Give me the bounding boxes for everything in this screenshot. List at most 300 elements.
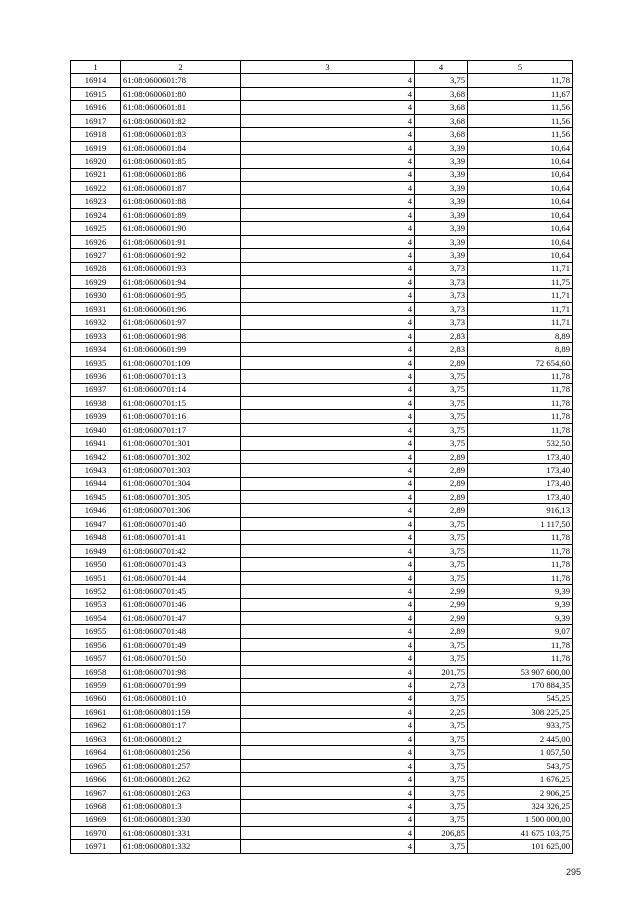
table-cell: 61:08:0600701:15 xyxy=(121,396,241,409)
table-cell: 16965 xyxy=(71,759,121,772)
table-cell: 11,56 xyxy=(468,128,573,141)
table-cell: 16936 xyxy=(71,370,121,383)
table-cell: 543,75 xyxy=(468,759,573,772)
table-cell: 16960 xyxy=(71,692,121,705)
table-cell: 16938 xyxy=(71,396,121,409)
table-cell: 61:08:0600601:82 xyxy=(121,114,241,127)
table-cell: 3,75 xyxy=(415,423,468,436)
table-cell: 16940 xyxy=(71,423,121,436)
table-cell: 16922 xyxy=(71,181,121,194)
table-row xyxy=(71,517,573,530)
table-cell: 16917 xyxy=(71,114,121,127)
table-cell: 3,75 xyxy=(415,746,468,759)
table-cell: 61:08:0600801:331 xyxy=(121,826,241,839)
table-cell: 16949 xyxy=(71,544,121,557)
table-cell: 2,83 xyxy=(415,343,468,356)
table-cell: 61:08:0600601:89 xyxy=(121,208,241,221)
table-cell: 3,75 xyxy=(415,517,468,530)
table-cell: 101 625,00 xyxy=(468,840,573,853)
table-cell: 4 xyxy=(241,249,415,262)
table-cell: 3,75 xyxy=(415,638,468,651)
table-cell: 61:08:0600701:40 xyxy=(121,517,241,530)
table-cell: 4 xyxy=(241,316,415,329)
table-cell: 4 xyxy=(241,262,415,275)
table-cell: 11,78 xyxy=(468,558,573,571)
table-cell: 61:08:0600701:44 xyxy=(121,571,241,584)
table-cell: 4 xyxy=(241,598,415,611)
table-row xyxy=(71,437,573,450)
table-cell: 61:08:0600801:10 xyxy=(121,692,241,705)
table-cell: 3,75 xyxy=(415,759,468,772)
table-cell: 61:08:0600701:305 xyxy=(121,491,241,504)
table-cell: 3,75 xyxy=(415,558,468,571)
table-row xyxy=(71,289,573,302)
table-cell: 2,99 xyxy=(415,598,468,611)
table-cell: 173,40 xyxy=(468,464,573,477)
table-cell: 3,75 xyxy=(415,370,468,383)
table-cell: 11,78 xyxy=(468,652,573,665)
table-cell: 2,25 xyxy=(415,706,468,719)
table-body xyxy=(71,74,573,853)
table-cell: 61:08:0600701:46 xyxy=(121,598,241,611)
table-cell: 173,40 xyxy=(468,477,573,490)
table-cell: 3,68 xyxy=(415,128,468,141)
table-row xyxy=(71,719,573,732)
table-cell: 61:08:0600701:306 xyxy=(121,504,241,517)
table-cell: 4 xyxy=(241,706,415,719)
table-row xyxy=(71,101,573,114)
table-cell: 61:08:0600801:330 xyxy=(121,813,241,826)
table-row xyxy=(71,114,573,127)
table-cell: 308 225,25 xyxy=(468,706,573,719)
table-row xyxy=(71,181,573,194)
table-cell: 3,39 xyxy=(415,208,468,221)
table-row xyxy=(71,638,573,651)
table-cell: 4 xyxy=(241,235,415,248)
table-cell: 3,39 xyxy=(415,235,468,248)
table-cell: 61:08:0600701:99 xyxy=(121,679,241,692)
table-row xyxy=(71,356,573,369)
table-cell: 61:08:0600601:92 xyxy=(121,249,241,262)
table-cell: 16956 xyxy=(71,638,121,651)
table-cell: 4 xyxy=(241,141,415,154)
table-row xyxy=(71,571,573,584)
table-cell: 2,89 xyxy=(415,625,468,638)
table-cell: 4 xyxy=(241,517,415,530)
table-cell: 61:08:0600701:50 xyxy=(121,652,241,665)
table-cell: 61:08:0600601:93 xyxy=(121,262,241,275)
table-cell: 4 xyxy=(241,114,415,127)
table-cell: 16941 xyxy=(71,437,121,450)
table-cell: 11,71 xyxy=(468,302,573,315)
table-cell: 4 xyxy=(241,289,415,302)
table-cell: 11,78 xyxy=(468,410,573,423)
table-cell: 16930 xyxy=(71,289,121,302)
table-cell: 16915 xyxy=(71,87,121,100)
table-row xyxy=(71,87,573,100)
table-cell: 61:08:0600701:98 xyxy=(121,665,241,678)
table-cell: 3,39 xyxy=(415,181,468,194)
table-cell: 3,68 xyxy=(415,101,468,114)
table-cell: 61:08:0600601:91 xyxy=(121,235,241,248)
table-cell: 4 xyxy=(241,437,415,450)
table-cell: 4 xyxy=(241,329,415,342)
table-cell: 4 xyxy=(241,464,415,477)
table-cell: 3,75 xyxy=(415,719,468,732)
column-header: 1 xyxy=(71,61,121,74)
table-cell: 61:08:0600701:49 xyxy=(121,638,241,651)
table-cell: 16937 xyxy=(71,383,121,396)
table-cell: 61:08:0600601:95 xyxy=(121,289,241,302)
column-header: 3 xyxy=(241,61,415,74)
table-cell: 4 xyxy=(241,396,415,409)
data-table xyxy=(70,60,573,854)
table-cell: 61:08:0600701:304 xyxy=(121,477,241,490)
table-cell: 61:08:0600601:85 xyxy=(121,155,241,168)
table-cell: 4 xyxy=(241,625,415,638)
table-cell: 2,89 xyxy=(415,491,468,504)
table-cell: 16943 xyxy=(71,464,121,477)
table-cell: 61:08:0600801:159 xyxy=(121,706,241,719)
column-header: 5 xyxy=(468,61,573,74)
table-cell: 4 xyxy=(241,531,415,544)
table-cell: 16963 xyxy=(71,732,121,745)
table-cell: 3,75 xyxy=(415,383,468,396)
table-row xyxy=(71,450,573,463)
table-cell: 10,64 xyxy=(468,141,573,154)
table-cell: 4 xyxy=(241,491,415,504)
table-cell: 16932 xyxy=(71,316,121,329)
table-cell: 61:08:0600701:109 xyxy=(121,356,241,369)
table-cell: 16916 xyxy=(71,101,121,114)
table-cell: 532,50 xyxy=(468,437,573,450)
table-cell: 61:08:0600801:17 xyxy=(121,719,241,732)
table-cell: 61:08:0600601:96 xyxy=(121,302,241,315)
table-row xyxy=(71,249,573,262)
table-cell: 61:08:0600801:3 xyxy=(121,800,241,813)
table-cell: 4 xyxy=(241,276,415,289)
table-cell: 545,25 xyxy=(468,692,573,705)
table-cell: 3,75 xyxy=(415,571,468,584)
table-cell: 4 xyxy=(241,383,415,396)
table-header-row xyxy=(71,61,573,74)
table-cell: 61:08:0600601:83 xyxy=(121,128,241,141)
table-cell: 61:08:0600701:41 xyxy=(121,531,241,544)
table-cell: 4 xyxy=(241,87,415,100)
table-cell: 61:08:0600801:263 xyxy=(121,786,241,799)
table-cell: 72 654,60 xyxy=(468,356,573,369)
table-cell: 10,64 xyxy=(468,195,573,208)
table-cell: 61:08:0600601:90 xyxy=(121,222,241,235)
table-cell: 3,39 xyxy=(415,222,468,235)
table-row xyxy=(71,195,573,208)
table-cell: 61:08:0600801:262 xyxy=(121,773,241,786)
table-cell: 61:08:0600801:256 xyxy=(121,746,241,759)
table-cell: 16931 xyxy=(71,302,121,315)
table-cell: 2,83 xyxy=(415,329,468,342)
table-cell: 16958 xyxy=(71,665,121,678)
table-cell: 61:08:0600601:88 xyxy=(121,195,241,208)
table-row xyxy=(71,679,573,692)
table-row xyxy=(71,746,573,759)
table-row xyxy=(71,800,573,813)
table-cell: 3,39 xyxy=(415,195,468,208)
table-cell: 4 xyxy=(241,477,415,490)
table-cell: 4 xyxy=(241,450,415,463)
table-cell: 16955 xyxy=(71,625,121,638)
table-cell: 4 xyxy=(241,558,415,571)
table-cell: 8,89 xyxy=(468,343,573,356)
table-cell: 16954 xyxy=(71,611,121,624)
table-cell: 4 xyxy=(241,679,415,692)
table-cell: 1 057,50 xyxy=(468,746,573,759)
table-cell: 61:08:0600601:80 xyxy=(121,87,241,100)
table-cell: 2,89 xyxy=(415,464,468,477)
table-cell: 16957 xyxy=(71,652,121,665)
table-cell: 16933 xyxy=(71,329,121,342)
table-cell: 16942 xyxy=(71,450,121,463)
table-cell: 11,71 xyxy=(468,316,573,329)
table-cell: 4 xyxy=(241,168,415,181)
table-cell: 61:08:0600601:81 xyxy=(121,101,241,114)
table-cell: 3,75 xyxy=(415,800,468,813)
table-cell: 4 xyxy=(241,208,415,221)
table-cell: 3,75 xyxy=(415,813,468,826)
table-cell: 61:08:0600701:43 xyxy=(121,558,241,571)
table-cell: 16920 xyxy=(71,155,121,168)
column-header: 4 xyxy=(415,61,468,74)
table-cell: 206,85 xyxy=(415,826,468,839)
table-cell: 61:08:0600601:97 xyxy=(121,316,241,329)
table-cell: 4 xyxy=(241,571,415,584)
table-cell: 16914 xyxy=(71,74,121,87)
table-cell: 4 xyxy=(241,813,415,826)
table-row xyxy=(71,370,573,383)
table-cell: 3,75 xyxy=(415,732,468,745)
table-cell: 16962 xyxy=(71,719,121,732)
table-cell: 61:08:0600601:99 xyxy=(121,343,241,356)
table-cell: 4 xyxy=(241,759,415,772)
table-cell: 4 xyxy=(241,692,415,705)
table-cell: 8,89 xyxy=(468,329,573,342)
table-cell: 2,73 xyxy=(415,679,468,692)
table-cell: 4 xyxy=(241,222,415,235)
table-cell: 2,89 xyxy=(415,450,468,463)
table-cell: 61:08:0600701:17 xyxy=(121,423,241,436)
table-cell: 16966 xyxy=(71,773,121,786)
table-cell: 16924 xyxy=(71,208,121,221)
table-cell: 61:08:0600701:45 xyxy=(121,585,241,598)
table-cell: 61:08:0600701:42 xyxy=(121,544,241,557)
table-cell: 41 675 103,75 xyxy=(468,826,573,839)
table-cell: 11,56 xyxy=(468,114,573,127)
table-row xyxy=(71,128,573,141)
table-row xyxy=(71,423,573,436)
table-cell: 3,75 xyxy=(415,544,468,557)
table-cell: 3,75 xyxy=(415,652,468,665)
table-cell: 2,89 xyxy=(415,504,468,517)
table-row xyxy=(71,558,573,571)
table-row xyxy=(71,826,573,839)
table-cell: 61:08:0600601:86 xyxy=(121,168,241,181)
table-cell: 4 xyxy=(241,370,415,383)
table-cell: 61:08:0600701:13 xyxy=(121,370,241,383)
table-cell: 11,78 xyxy=(468,383,573,396)
table-cell: 61:08:0600701:301 xyxy=(121,437,241,450)
table-cell: 4 xyxy=(241,74,415,87)
table-row xyxy=(71,235,573,248)
table-cell: 11,78 xyxy=(468,74,573,87)
table-cell: 11,56 xyxy=(468,101,573,114)
table-cell: 10,64 xyxy=(468,235,573,248)
table-cell: 10,64 xyxy=(468,168,573,181)
table-row xyxy=(71,840,573,853)
table-cell: 11,78 xyxy=(468,396,573,409)
table-cell: 16925 xyxy=(71,222,121,235)
table-row xyxy=(71,168,573,181)
table-row xyxy=(71,773,573,786)
table-row xyxy=(71,598,573,611)
table-cell: 3,75 xyxy=(415,531,468,544)
table-cell: 2,89 xyxy=(415,356,468,369)
table-cell: 4 xyxy=(241,585,415,598)
table-cell: 16939 xyxy=(71,410,121,423)
table-cell: 16952 xyxy=(71,585,121,598)
table-cell: 2,99 xyxy=(415,585,468,598)
table-cell: 16971 xyxy=(71,840,121,853)
table-row xyxy=(71,302,573,315)
table-cell: 4 xyxy=(241,544,415,557)
table-cell: 16961 xyxy=(71,706,121,719)
table-cell: 3,75 xyxy=(415,692,468,705)
table-cell: 11,78 xyxy=(468,544,573,557)
table-cell: 4 xyxy=(241,746,415,759)
table-cell: 4 xyxy=(241,423,415,436)
table-row xyxy=(71,692,573,705)
table-cell: 4 xyxy=(241,101,415,114)
table-cell: 10,64 xyxy=(468,222,573,235)
table-cell: 61:08:0600601:94 xyxy=(121,276,241,289)
table-cell: 3,39 xyxy=(415,141,468,154)
table-row xyxy=(71,141,573,154)
table-cell: 16934 xyxy=(71,343,121,356)
table-cell: 16970 xyxy=(71,826,121,839)
table-row xyxy=(71,276,573,289)
table-cell: 4 xyxy=(241,343,415,356)
column-header: 2 xyxy=(121,61,241,74)
table-cell: 2 906,25 xyxy=(468,786,573,799)
table-cell: 16921 xyxy=(71,168,121,181)
table-cell: 3,75 xyxy=(415,773,468,786)
table-row xyxy=(71,813,573,826)
table-cell: 16923 xyxy=(71,195,121,208)
table-cell: 9,39 xyxy=(468,585,573,598)
table-cell: 16929 xyxy=(71,276,121,289)
table-cell: 16953 xyxy=(71,598,121,611)
table-cell: 3,73 xyxy=(415,316,468,329)
table-row xyxy=(71,329,573,342)
table-row xyxy=(71,786,573,799)
table-cell: 3,68 xyxy=(415,87,468,100)
table-row xyxy=(71,706,573,719)
table-cell: 61:08:0600701:14 xyxy=(121,383,241,396)
table-cell: 2 445,00 xyxy=(468,732,573,745)
table-row xyxy=(71,155,573,168)
table-cell: 3,68 xyxy=(415,114,468,127)
table-row xyxy=(71,491,573,504)
table-cell: 3,73 xyxy=(415,289,468,302)
table-cell: 3,73 xyxy=(415,276,468,289)
table-cell: 11,71 xyxy=(468,289,573,302)
table-row xyxy=(71,383,573,396)
table-cell: 16926 xyxy=(71,235,121,248)
table-cell: 61:08:0600701:16 xyxy=(121,410,241,423)
table-cell: 11,78 xyxy=(468,370,573,383)
table-cell: 3,75 xyxy=(415,410,468,423)
table-row xyxy=(71,262,573,275)
table-cell: 11,71 xyxy=(468,262,573,275)
table-cell: 4 xyxy=(241,410,415,423)
table-row xyxy=(71,343,573,356)
table-cell: 53 907 600,00 xyxy=(468,665,573,678)
table-cell: 4 xyxy=(241,652,415,665)
table-row xyxy=(71,665,573,678)
table-row xyxy=(71,732,573,745)
table-cell: 16967 xyxy=(71,786,121,799)
table-cell: 16959 xyxy=(71,679,121,692)
table-cell: 4 xyxy=(241,786,415,799)
table-cell: 201,75 xyxy=(415,665,468,678)
table-cell: 61:08:0600801:257 xyxy=(121,759,241,772)
table-cell: 2,89 xyxy=(415,477,468,490)
table-row xyxy=(71,477,573,490)
table-cell: 16945 xyxy=(71,491,121,504)
table-cell: 10,64 xyxy=(468,208,573,221)
table-cell: 11,78 xyxy=(468,423,573,436)
table-cell: 3,75 xyxy=(415,437,468,450)
table-cell: 3,39 xyxy=(415,168,468,181)
table-cell: 2,99 xyxy=(415,611,468,624)
table-cell: 16918 xyxy=(71,128,121,141)
table-cell: 61:08:0600801:332 xyxy=(121,840,241,853)
table-row xyxy=(71,208,573,221)
table-cell: 16964 xyxy=(71,746,121,759)
table-cell: 4 xyxy=(241,773,415,786)
table-cell: 3,73 xyxy=(415,262,468,275)
table-cell: 4 xyxy=(241,840,415,853)
table-cell: 4 xyxy=(241,155,415,168)
table-cell: 4 xyxy=(241,195,415,208)
table-row xyxy=(71,504,573,517)
page-number: 295 xyxy=(566,867,582,877)
table-cell: 10,64 xyxy=(468,181,573,194)
table-cell: 16948 xyxy=(71,531,121,544)
table-cell: 11,75 xyxy=(468,276,573,289)
table-cell: 4 xyxy=(241,181,415,194)
table-cell: 4 xyxy=(241,611,415,624)
table-cell: 9,39 xyxy=(468,598,573,611)
table-cell: 3,75 xyxy=(415,840,468,853)
table-cell: 4 xyxy=(241,638,415,651)
table-cell: 11,78 xyxy=(468,531,573,544)
table-cell: 4 xyxy=(241,128,415,141)
table-cell: 61:08:0600601:78 xyxy=(121,74,241,87)
table-cell: 16951 xyxy=(71,571,121,584)
table-cell: 324 326,25 xyxy=(468,800,573,813)
table-cell: 10,64 xyxy=(468,249,573,262)
table-cell: 4 xyxy=(241,302,415,315)
table-cell: 3,75 xyxy=(415,74,468,87)
